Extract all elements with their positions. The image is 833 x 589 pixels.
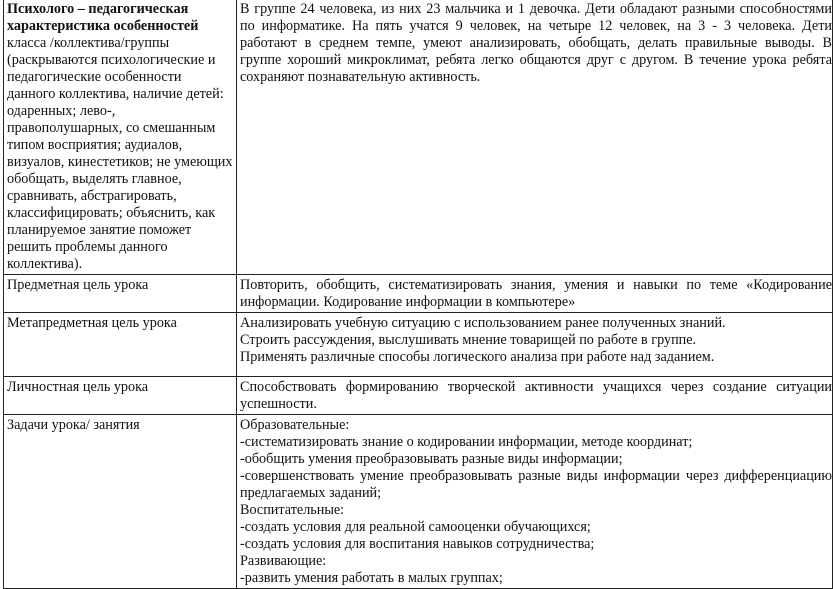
table-row-personal-goal	[4, 377, 833, 415]
personal-goal-label: Личностная цель урока	[7, 379, 149, 395]
subject-goal-label: Предметная цель урока	[7, 277, 149, 293]
table-row-lesson-tasks	[4, 415, 833, 589]
lesson-tasks-line-6: -создать условия для реальной самооценки обучающихся;	[240, 519, 591, 535]
row-label-characteristics	[4, 0, 237, 275]
row-content-lesson-tasks	[237, 415, 833, 589]
metasubject-goal-line-1: Анализировать учебную ситуацию с использованием ранее полученных знаний.	[240, 315, 726, 331]
lesson-tasks-line-4: -совершенствовать умение преобразовывать разные виды информации через дифференциацию предлагаемых заданий;	[240, 468, 832, 501]
characteristics-text: В группе 24 человека, из них 23 мальчика и 1 девочка. Дети обладают разными способностями по информатике. На пять учатся 9 человек, на четыре 12 человек, на 3 - 3 человека. Дети работают в среднем темпе, умеют анализировать, обобщать, делать правильные выводы. В группе хороший микроклимат, ребята легко общаются друг с другом. В течение урока ребята сохраняют познавательную активность.	[240, 1, 832, 85]
subject-goal-text: Повторить, обобщить, систематизировать знания, умения и навыки по теме «Кодирование информации. Кодирование информации в компьютере»	[240, 277, 832, 310]
row-label-metasubject-goal	[4, 313, 237, 377]
lesson-tasks-line-3: -обобщить умения преобразовывать разные виды информации;	[240, 451, 623, 467]
metasubject-goal-line-3: Применять различные способы логического анализа при работе над заданием.	[240, 349, 715, 365]
characteristics-label-rest: класса /коллектива/группы (раскрываются психологические и педагогические особенности данного коллектива, наличие детей: одаренных; лево-, правополушарных, со смешанным типом восприятия; аудиалов, визуалов, кинестетиков; не умеющих обобщать, выделять главное, сравнивать, абстрагировать, классифицировать; объяснить, как планируемое занятие поможет решить проблемы данного коллектива).	[7, 35, 233, 272]
row-label-lesson-tasks	[4, 415, 237, 589]
metasubject-goal-line-2: Строить рассуждения, выслушивать мнение товарищей по работе в группе.	[240, 332, 697, 348]
metasubject-goal-label: Метапредметная цель урока	[7, 315, 177, 331]
table-row-subject-goal	[4, 275, 833, 313]
lesson-tasks-line-5: Воспитательные:	[240, 502, 345, 518]
row-content-metasubject-goal	[237, 313, 833, 377]
row-label-personal-goal	[4, 377, 237, 415]
row-content-personal-goal	[237, 377, 833, 415]
characteristics-label-bold: Психолого – педагогическая характеристика особенностей	[7, 1, 199, 34]
lesson-tasks-line-7: -создать условия для воспитания навыков сотрудничества;	[240, 536, 595, 552]
personal-goal-text: Способствовать формированию творческой активности учащихся через создание ситуации успешности.	[240, 379, 832, 412]
row-content-subject-goal	[237, 275, 833, 313]
row-label-subject-goal	[4, 275, 237, 313]
table-row-metasubject-goal	[4, 313, 833, 377]
lesson-tasks-line-9: -развить умения работать в малых группах;	[240, 570, 503, 586]
lesson-plan-table	[3, 0, 833, 589]
table-row-characteristics	[4, 0, 833, 275]
lesson-tasks-label: Задачи урока/ занятия	[7, 417, 140, 433]
lesson-tasks-line-8: Развивающие:	[240, 553, 327, 569]
row-content-characteristics	[237, 0, 833, 275]
lesson-tasks-line-1: Образовательные:	[240, 417, 350, 433]
lesson-tasks-line-2: -систематизировать знание о кодировании информации, методе координат;	[240, 434, 693, 450]
